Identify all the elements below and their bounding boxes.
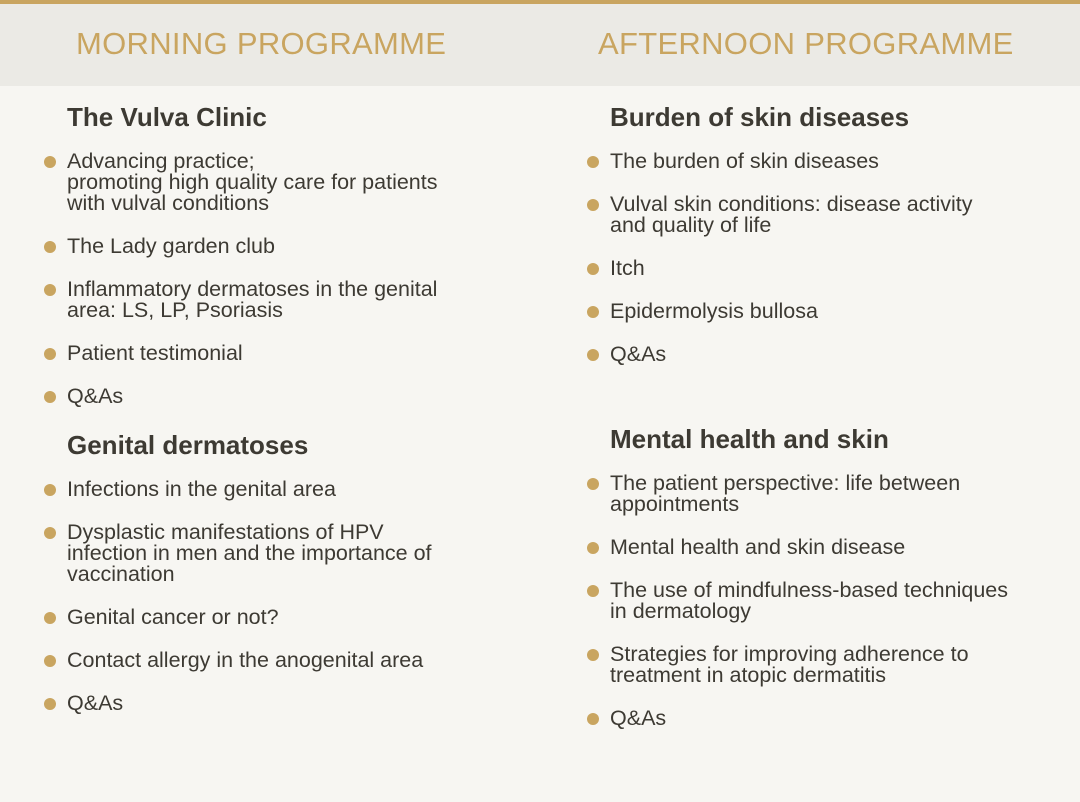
bullet-dot-icon <box>44 527 56 539</box>
session-block <box>44 429 534 714</box>
list-item <box>587 151 1057 172</box>
afternoon-programme-title: AFTERNOON PROGRAMME <box>598 26 1014 61</box>
session-block <box>587 86 1057 365</box>
programme-header <box>0 4 1080 86</box>
topic-text: Strategies for improving adherence to treatment in atopic dermatitis <box>610 642 969 687</box>
list-item <box>44 343 534 364</box>
topic-text: Itch <box>610 256 645 280</box>
topic-text: Dysplastic manifestations of HPV infection in men and the importance of vaccination <box>67 520 432 586</box>
topic-text: Advancing practice; promoting high quality care for patients with vulval conditions <box>67 149 438 215</box>
topic-text: Q&As <box>610 706 667 730</box>
topic-text: Genital cancer or not? <box>67 605 279 629</box>
list-item <box>44 693 534 714</box>
bullet-dot-icon <box>44 484 56 496</box>
topic-text: Q&As <box>67 691 124 715</box>
topic-text: Vulval skin conditions: disease activity and quality of life <box>610 192 973 237</box>
session-topic-list <box>44 479 534 714</box>
bullet-dot-icon <box>44 391 56 403</box>
list-item <box>587 258 1057 279</box>
session-heading: Burden of skin diseases <box>610 102 910 132</box>
topic-text: The burden of skin diseases <box>610 149 879 173</box>
bullet-dot-icon <box>587 542 599 554</box>
topic-text: Patient testimonial <box>67 341 243 365</box>
list-item <box>44 236 534 257</box>
bullet-dot-icon <box>587 306 599 318</box>
bullet-dot-icon <box>587 478 599 490</box>
session-heading: The Vulva Clinic <box>67 102 267 132</box>
bullet-dot-icon <box>44 348 56 360</box>
bullet-dot-icon <box>44 156 56 168</box>
list-item <box>44 479 534 500</box>
bullet-dot-icon <box>587 199 599 211</box>
topic-text: The Lady garden club <box>67 234 275 258</box>
bullet-dot-icon <box>44 284 56 296</box>
morning-programme-title: MORNING PROGRAMME <box>76 26 447 61</box>
bullet-dot-icon <box>587 349 599 361</box>
session-block <box>44 86 534 407</box>
list-item <box>587 473 1057 515</box>
topic-text: The use of mindfulness-based techniques in dermatology <box>610 578 1008 623</box>
session-topic-list <box>587 473 1057 729</box>
list-item <box>587 301 1057 322</box>
morning-column <box>44 86 534 736</box>
list-item <box>587 580 1057 622</box>
topic-text: Mental health and skin disease <box>610 535 906 559</box>
bullet-dot-icon <box>587 156 599 168</box>
bullet-dot-icon <box>44 655 56 667</box>
topic-text: Contact allergy in the anogenital area <box>67 648 424 672</box>
list-item <box>587 708 1057 729</box>
topic-text: The patient perspective: life between appointments <box>610 471 961 516</box>
list-item <box>587 537 1057 558</box>
topic-text: Infections in the genital area <box>67 477 336 501</box>
afternoon-column <box>587 86 1057 751</box>
list-item <box>44 607 534 628</box>
session-heading: Mental health and skin <box>610 424 889 454</box>
list-item <box>44 522 534 585</box>
list-item <box>44 279 534 321</box>
bullet-dot-icon <box>587 585 599 597</box>
session-heading: Genital dermatoses <box>67 430 309 460</box>
list-item <box>44 386 534 407</box>
list-item <box>44 151 534 214</box>
bullet-dot-icon <box>44 698 56 710</box>
bullet-dot-icon <box>44 612 56 624</box>
bullet-dot-icon <box>587 713 599 725</box>
topic-text: Inflammatory dermatoses in the genital area: LS, LP, Psoriasis <box>67 277 438 322</box>
list-item <box>587 194 1057 236</box>
list-item <box>587 344 1057 365</box>
bullet-dot-icon <box>44 241 56 253</box>
list-item <box>44 650 534 671</box>
session-block <box>587 423 1057 729</box>
bullet-dot-icon <box>587 263 599 275</box>
session-topic-list <box>44 151 534 407</box>
topic-text: Epidermolysis bullosa <box>610 299 818 323</box>
list-item <box>587 644 1057 686</box>
topic-text: Q&As <box>610 342 667 366</box>
session-topic-list <box>587 151 1057 365</box>
topic-text: Q&As <box>67 384 124 408</box>
bullet-dot-icon <box>587 649 599 661</box>
